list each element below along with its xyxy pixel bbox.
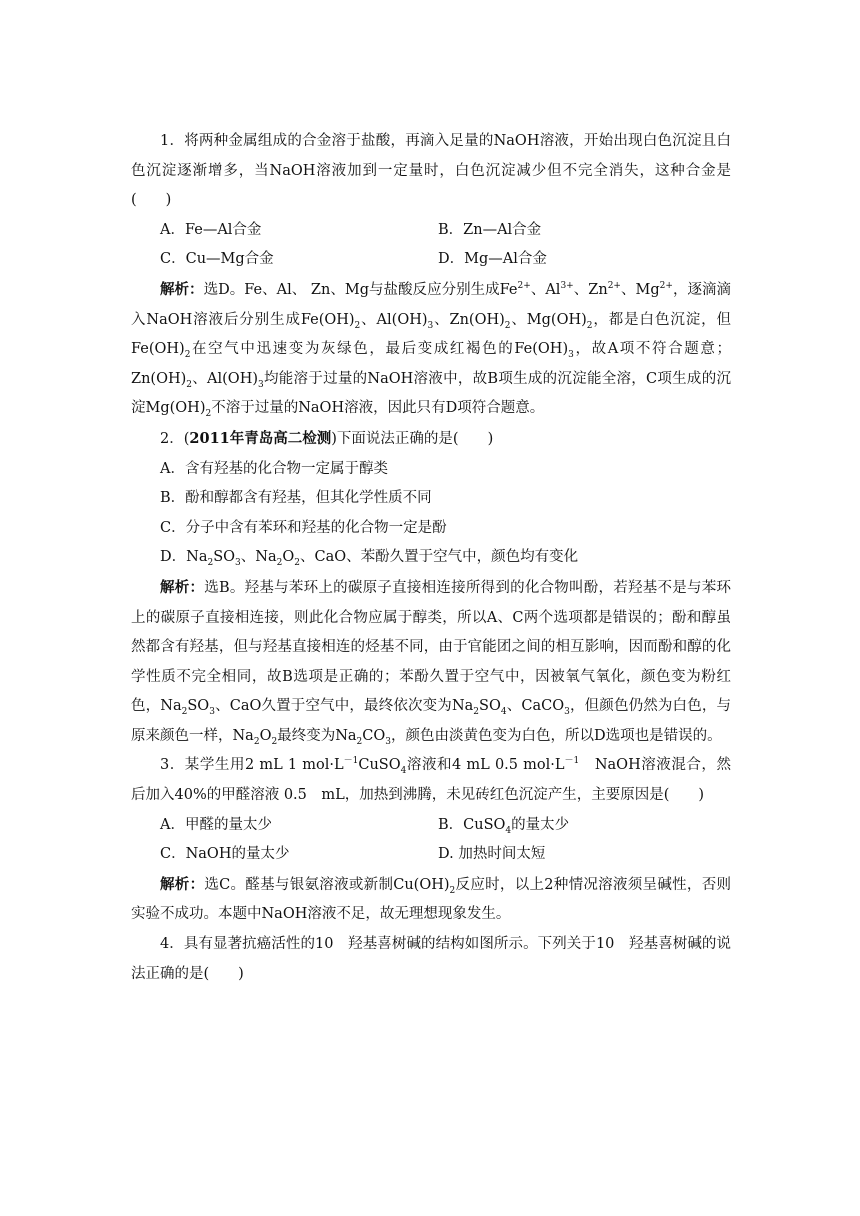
question-2-stem: 2．(2011年青岛高二检测)下面说法正确的是( ) xyxy=(160,429,494,447)
content-body xyxy=(131,127,731,989)
question-2-option-b: B．酚和醇都含有羟基，但其化学性质不同 xyxy=(160,490,432,507)
question-3-analysis: 解析：选C。醛基与银氨溶液或新制$Cu(OH)_2$反应时，以上2种情况溶液须呈碱性，否则实验不成功。本题中NaOH溶液不足，故无理想现象发生。 xyxy=(131,875,732,923)
question-1-option-c: C．Cu—Mg合金 xyxy=(160,251,274,268)
question-1-option-d: D．Mg—Al合金 xyxy=(438,251,547,268)
question-4-stem: 4．具有显著抗癌活性的10 羟基喜树碱的结构如图所示。下列关于10 羟基喜树碱的说法正确的是( ) xyxy=(131,936,731,982)
question-3-options-ab xyxy=(131,811,731,841)
analysis-label: 解析： xyxy=(160,875,205,893)
question-1-options-cd xyxy=(131,245,731,275)
analysis-label: 解析： xyxy=(160,280,204,298)
question-3-stem: 3．某学生用2 mL 1 $mol\cdot L^{-1}CuSO_4$溶液和4 mL 0.5 $mol\cdot L^{-1}$ NaOH溶液混合，然后加入40%的甲醛溶液 0.5 mL，加热到沸腾，未见砖红色沉淀产生，主要原因是( ) xyxy=(131,756,731,804)
question-1-analysis: 解析：选D。Fe、Al、 Zn、Mg与盐酸反应分别生成$Fe^{2+}$、$Al^{3+}$、$Zn^{2+}$、$Mg^{2+}$，逐滴滴入NaOH溶液后分别生成$Fe(OH)_2$、$Al(OH)_3$、$Zn(OH)_2$、$Mg(OH)_2$，都是白色沉淀，但$Fe(OH)_2$在空气中迅速变为灰绿色，最后变成红褐色的$Fe(OH)_3$，故A项不符合题意；$Zn(OH)_2$、$Al(OH)_3$均能溶于过量的NaOH溶液中，故B项生成的沉淀能全溶，C项生成的沉淀$Mg(OH)_2$不溶于过量的NaOH溶液，因此只有D项符合题意。 xyxy=(131,280,731,420)
question-1-stem: 1．将两种金属组成的合金溶于盐酸，再滴入足量的NaOH溶液，开始出现白色沉淀且白色沉淀逐渐增多，当NaOH溶液加到一定量时，白色沉淀减少但不完全消失，这种合金是( ) xyxy=(131,133,731,209)
question-3-option-a: A．甲醛的量太少 xyxy=(160,816,272,833)
question-1-option-b: B．Zn—Al合金 xyxy=(438,221,542,238)
question-3-options-cd xyxy=(131,840,731,870)
question-3-option-d: D. 加热时间太短 xyxy=(438,846,546,863)
question-1-option-a: A．Fe—Al合金 xyxy=(160,221,262,238)
analysis-label: 解析： xyxy=(160,578,205,596)
question-2-option-d: D．$Na_2SO_3$、$Na_2O_2$、CaO、苯酚久置于空气中，颜色均有变化 xyxy=(160,549,579,569)
question-3-option-b: B．CuSO$_4$的量太少 xyxy=(438,816,570,836)
question-2-option-c: C．分子中含有苯环和羟基的化合物一定是酚 xyxy=(160,519,447,536)
question-3-option-c: C．NaOH的量太少 xyxy=(160,846,290,863)
question-1-options-ab xyxy=(131,216,731,246)
question-2-analysis: 解析：选B。羟基与苯环上的碳原子直接相连接所得到的化合物叫酚，若羟基不是与苯环上的碳原子直接相连接，则此化合物应属于醇类，所以A、C两个选项都是错误的；酚和醇虽然都含有羟基，但与羟基直接相连的烃基不同，由于官能团之间的相互影响，因而酚和醇的化学性质不完全相同，故B选项是正确的；苯酚久置于空气中，因被氧气氧化，颜色变为粉红色，$Na_2SO_3$、CaO久置于空气中，最终依次变为$Na_2SO_4$、CaCO$_3$，但颜色仍然为白色，与原来颜色一样，$Na_2O_2$最终变为$Na_2CO_3$，颜色由淡黄色变为白色，所以D选项也是错误的。 xyxy=(131,578,732,747)
question-2-option-a: A．含有羟基的化合物一定属于醇类 xyxy=(160,460,388,477)
question-2-source: 2011年青岛高二检测 xyxy=(189,429,332,447)
